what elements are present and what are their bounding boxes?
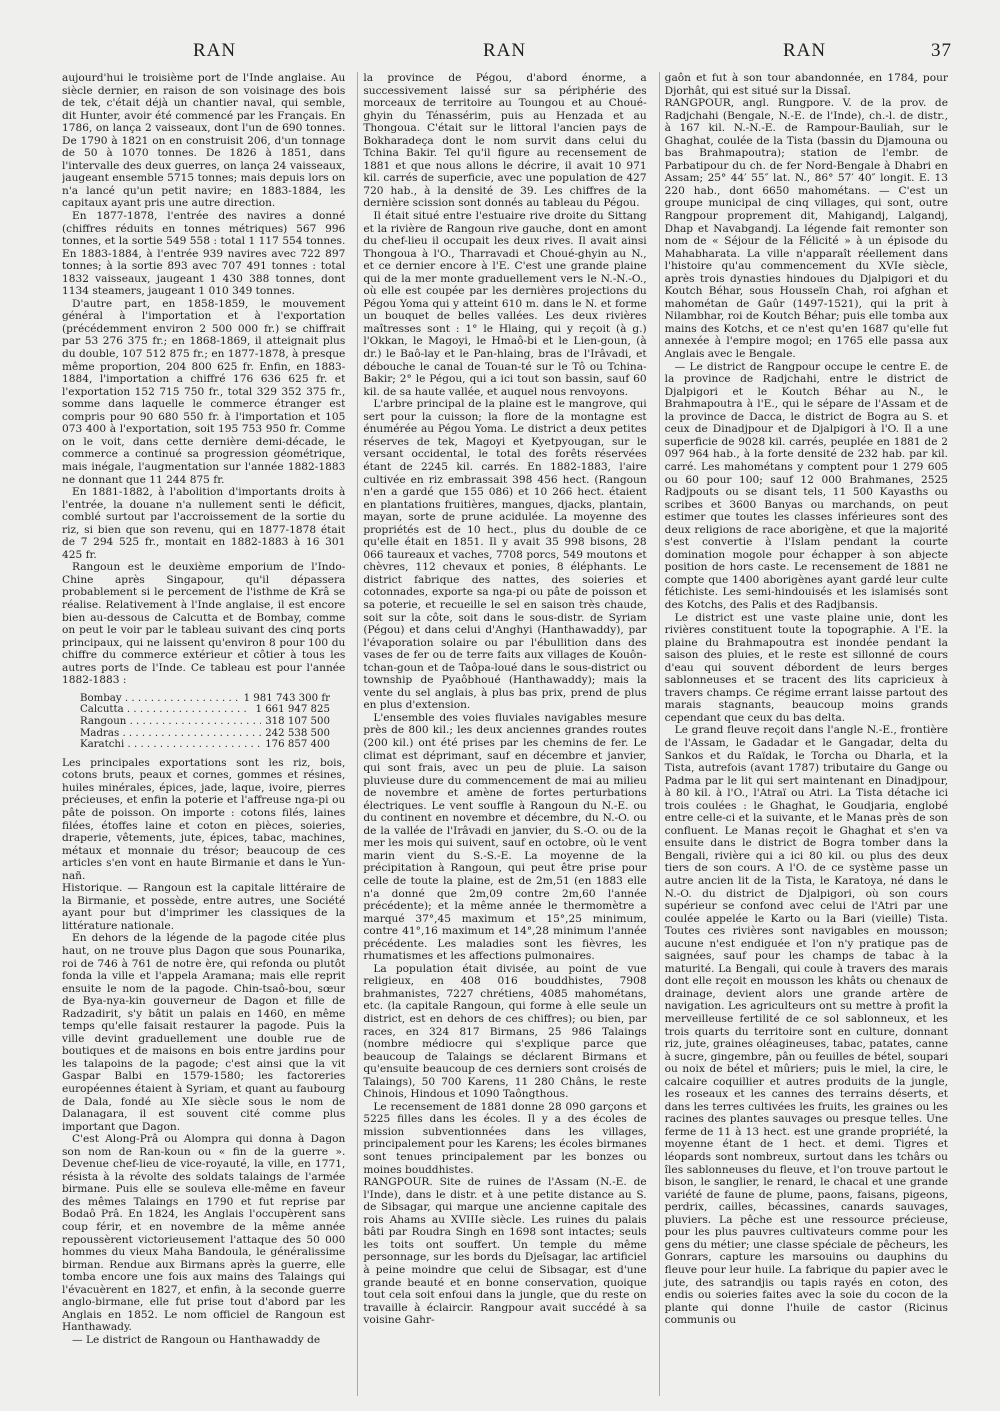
text-column-right	[659, 72, 948, 1396]
port-name: Rangoun . . .	[80, 716, 261, 728]
text-paragraph: C'est Along-Prâ ou Alompra qui donna à Dagon son nom de Ran-koun ou « fin de la guerre ». Devenue chef-lieu de vice-royauté, la ville, en 1771, résista à la révolte des soldats talaings de l'armée birmane. Puis elle se souleva elle-même en faveur des mêmes Talaings en 1790 et fut reprise par Bodaô Prâ. En 1824, les Anglais l'occupèrent sans coup férir, et en novembre de la même année repoussèrent victorieusement l'attaque des 50 000 hommes du vieux Maha Bandoula, le généralissime birman. Rendue aux Birmans après la guerre, elle tomba encore une fois aux mains des Talaings qui l'évacuèrent en 1827, et enfin, à la seconde guerre anglo-birmane, elle fut prise tout d'abord par les Anglais en 1852. Le nom officiel de Rangoun est Hanthawady.	[62, 1133, 346, 1334]
port-commerce-row	[80, 739, 330, 751]
entry-heading-paragraph: RANGPOUR, angl. Rungpore. V. de la prov. de Radjchahi (Bengale, N.-E. de l'Inde), ch.-l. de distr., à 167 kil. N.-N.-E. de Rampour-Bauliah, sur le Ghaghat, coulée de la Tista (bassin du Djamouna ou bas Brahmapoutra); station de l'embr. de Parbatipour du ch. de fer Nord-Bengale à Dhabri en Assam; 25° 44′ 55″ lat. N., 86° 57′ 40″ longit. E. 13 220 hab., dont 6650 mahométans. — C'est un groupe municipal de cinq villages, qui sont, outre Rangpour proprement dit, Mahigandj, Lalgandj, Dhap et Navabgandj. La légende fait remonter son nom de « Séjour de la Félicité » à un épisode du Mahabharata. La ville n'apparaît réellement dans l'histoire qu'au commencement du XVIe siècle, après trois dynasties hindoues du Djalpigori et du Koutch Béhar, sous Housseïn Chah, roi afghan et mahométan de Gaûr (1497-1521), qui la prit à Nilambhar, roi de Koutch Béhar; puis elle tomba aux mains des Kotchs, et ce n'est qu'en 1687 qu'elle fut annexée à l'empire mogol; en 1765 elle passa aux Anglais avec le Bengale.	[664, 97, 948, 361]
entry-heading-paragraph: Historique. — Rangoun est la capitale littéraire de la Birmanie, et possède, entre autres, une Société ayant pour but d'imprimer les classiques de la littérature nationale.	[62, 882, 346, 932]
text-paragraph: En 1877-1878, l'entrée des navires a donné (chiffres réduits en tonnes métriques) 567 996 tonnes, et la sortie 549 558 : total 1 117 554 tonnes. En 1883-1884, à l'entrée 939 navires avec 722 897 tonnes; à la sortie 893 avec 707 491 tonnes : total 1832 vaisseaux, jaugeant 1 430 388 tonnes, dont 1134 steamers, jaugeant 1 010 349 tonnes.	[62, 210, 346, 298]
text-paragraph: En 1881-1882, à l'abolition d'importants droits à l'entrée, la douane n'a nullement senti le déficit, comblé surtout par l'accroissement de la sortie du riz, si bien que son revenu, qui en 1877-1878 était de 7 294 525 fr., montait en 1882-1883 à 16 301 425 fr.	[62, 486, 346, 561]
text-column-left	[62, 72, 345, 1396]
port-name: Karatchi . . .	[80, 739, 261, 751]
port-commerce-row	[80, 728, 330, 740]
text-columns	[62, 72, 948, 1396]
port-value: 242 538 500	[265, 727, 330, 739]
text-paragraph: Le district est une vaste plaine unie, dont les rivières constituent toute la topographie. A l'E. la plaine du Brahmapoutra est inondée pendant la saison des pluies, et le reste est sillonné de cours d'eau qui souvent débordent de leurs berges sablonneuses et se tracent des lits capricieux à travers champs. Ce régime errant laisse partout des marais stagnants, beaucoup moins grands cependant que ceux du bas delta.	[664, 611, 948, 724]
text-paragraph: L'arbre principal de la plaine est le mangrove, qui sert pour la cuisson; la flore de la montagne est énumérée au Pégou Yoma. Le district a deux petites réserves de tek, Magoyi et Kyetpyougan, sur le versant occidental, le total des forêts réservées étant de 2245 kil. carrés. En 1882-1883, l'aire cultivée en riz embrassait 398 456 hect. (Rangoun n'en a gardé que 155 086) et 10 266 hect. étaient en plantations fruitières, mangues, djacks, plantain, mayan, sorte de prune acidulée. La moyenne des propriétés est de 10 hect., plus du double de ce qu'elle était en 1851. Il y avait 35 998 bisons, 28 066 taureaux et vaches, 7708 porcs, 549 moutons et chèvres, 112 chevaux et ponies, 8 éléphants. Le district fabrique des nattes, des soieries et cotonnades, exporte sa nga-pi ou pâte de poisson et sa poterie, et recueille le sel en saison très chaude, soit sur la côte, soit dans le sous-distr. de Syriam (Pégou) et dans celui d'Anghyi (Hanthawaddy), par l'évaporation solaire ou par l'ébullition dans des vases de fer ou de terre faits aux villages de Kouôn-tchan-goun et de Taôpa-loué dans le sous-district ou township de Pyaôbhoué (Hanthawaddy); mais la vente du sel anglais, à plus bas prix, prend de plus en plus d'extension.	[363, 398, 647, 712]
port-commerce-row	[80, 704, 330, 716]
text-paragraph: Le grand fleuve reçoit dans l'angle N.-E., frontière de l'Assam, le Gadadar et le Gangadar, delta du Sankos et du Raïdak, le Torcha ou Dharla, et la Tista, autrefois (avant 1787) tributaire du Gange ou Padma par le lit qui sert maintenant en Dinadjpour, à 80 kil. à l'O., l'Atraï ou Atri. La Tista détache ici trois coulées : le Ghaghat, le Goudjaria, englobé entre celle-ci et la suivante, et le Manas près de son confluent. Le Manas reçoit le Ghaghat et s'en va ensuite dans le district de Bogra tomber dans la Bengali, rivière qui a ici 80 kil. ou plus des deux tiers de son cours. A l'O. de ce système passe un autre ancien lit de la Tista, le Karatoya, né dans le N.-O. du district de Djalpigori, où son cours supérieur se confond avec celui de l'Atri par une coulée appelée le Karto ou la Bari (vieille) Tista. Toutes ces rivières sont navigables en mousson; aucune n'est endiguée et l'on n'y pratique pas de saignées, sauf pour les champs de tabac à la maturité. La Bengali, qui coule à travers des marais dont elle reçoit en mousson les khâts ou chenaux de drainage, devient alors une grande artère de navigation. Les agriculteurs ont su mettre à profit la merveilleuse fertilité de ce sol sablonneux, et les trois quarts du territoire sont en culture, donnant riz, jute, graines oléagineuses, tabac, patates, canne à sucre, gingembre, pân ou feuilles de bétel, soupari ou noix de bétel et mûriers; puis le miel, la cire, le calcaire coquillier et autres produits de la jungle, les roseaux et les cannes des terrains déserts, et dans les terres cultivées les fruits, les graines ou les racines des plantes sauvages ou presque telles. Une ferme de 11 à 13 hect. est une grande propriété, la moyenne étant de 1 hect. et demi. Tigres et léopards sont nombreux, surtout dans les tchârs ou îles sablonneuses du fleuve, et l'on trouve partout le bison, le sanglier, le renard, le chacal et une grande variété de faune de plume, paons, faisans, pigeons, perdrix, cailles, bécassines, canards sauvages, pluviers. La pêche est une ressource précieuse, pour les plus pauvres cultivateurs comme pour les gens du métier; une classe spéciale de pêcheurs, les Gonrars, capture les marsouins ou dauphins du fleuve pour leur huile. La fabrique du papier avec le jute, des satrandjis ou tapis rayés en coton, des endis ou soieries faites avec la soie du cocon de la plante qui donne l'huile de castor (Ricinus communis ou	[664, 724, 948, 1327]
port-value: 1 981 743 300 fr	[243, 692, 330, 704]
text-paragraph: Rangoun est le deuxième emporium de l'Indo-Chine après Singapour, qu'il dépassera probablement si le percement de l'isthme de Krâ se réalise. Relativement à l'Inde anglaise, il est encore bien au-dessous de Calcutta et de Bombay, comme on peut le voir par le tableau suivant des cinq ports principaux, qui ne laissent qu'environ 8 pour 100 du chiffre du commerce extérieur et côtier à tous les autres ports de l'Inde. Ce tableau est pour l'année 1882-1883 :	[62, 561, 346, 687]
text-paragraph: la province de Pégou, d'abord énorme, a successivement laissé sur sa périphérie des morceaux de territoire au Toungou et au Choué-ghyin du Ténassérim, puis au Henzada et au Thongoua. C'était sur le littoral l'ancien pays de Bokharadeça dont le nom survit dans celui du Tchina Bakir. Tel qu'il figure au recensement de 1881 et que nous allons le décrire, il avait 10 971 kil. carrés de superficie, avec une population de 427 720 hab., à la densité de 39. Les chiffres de la dernière scission sont donnés au tableau du Pégou.	[363, 72, 647, 210]
port-value: 318 107 500	[265, 715, 330, 727]
page-number: 37	[931, 40, 952, 61]
text-paragraph: aujourd'hui le troisième port de l'Inde anglaise. Au siècle dernier, en raison de son voisinage des bois de tek, c'était déjà un chantier naval, qui semble, dit Hunter, avoir été commencé par les Français. En 1786, on lança 2 vaisseaux, dont l'un de 690 tonnes. De 1790 à 1821 on en construisit 206, d'un tonnage de 50 à 1070 tonnes. De 1826 à 1851, dans l'intervalle des deux guerres, on lança 24 vaisseaux, jaugeant ensemble 5715 tonnes; mais depuis lors on n'a lancé qu'un petit navire; en 1883-1884, les capitaux ayant pris une autre direction.	[62, 72, 346, 210]
port-value: 176 857 400	[265, 739, 330, 751]
text-paragraph: Le recensement de 1881 donne 28 090 garçons et 5225 filles dans les écoles. Il y a des écoles de mission subventionnées dans les villages, principalement pour les Karens; les écoles birmanes sont tenues principalement par les bonzes ou moines bouddhistes.	[363, 1100, 647, 1176]
text-paragraph: Les principales exportations sont les riz, bois, cotons bruts, peaux et cornes, gommes et résines, huiles minérales, épices, jade, laque, ivoire, pierres précieuses, et enfin la poterie et l'affreuse nga-pi ou pâte de poisson. On importe : cotons filés, laines filées, étoffes laine et coton en pièces, soieries, draperie, vêtements, jute, épices, tabac, machines, métaux et monnaie du trésor; beaucoup de ces articles s'en vont en haute Birmanie et dans le Yun-nañ.	[62, 756, 346, 882]
port-value: 1 661 947 825	[255, 704, 330, 716]
text-paragraph: — Le district de Rangoun ou Hanthawaddy de	[72, 1333, 321, 1346]
header-right-word: RAN	[783, 40, 827, 61]
text-paragraph: Il était situé entre l'estuaire rive droite du Sittang et la rivière de Rangoun rive gauche, dont en amont du chef-lieu il occupait les deux rives. Il avait ainsi Thongoua à l'O., Tharravadi et Choué-ghyin au N., et ce dernier encore à l'E. C'est une grande plaine qui de la mer monte graduellement vers le N.-N.-O., où elle est coupée par les dernières projections du Pégou Yoma qui y atteint 610 m. dans le N. et forme un bouquet de belles vallées. Les deux rivières maîtresses sont : 1° le Hlaing, qui y reçoit (à g.) l'Okkan, le Magoyi, le Hmaô-bi et le Lien-goun, (à dr.) le Baô-lay et le Pan-hlaing, bras de l'Irâvadi, et débouche le canal de Touan-té sur le Tô ou Tchina-Bakir; 2° le Pégou, qui a ici tout son bassin, sauf 60 kil. de sa haute vallée, et auquel nous renvoyons.	[363, 210, 647, 398]
port-name: Madras . . .	[80, 728, 261, 740]
text-paragraph: — Le district de Rangpour occupe le centre E. de la province de Radjchahi, entre le district de Djalpigori et le Koutch Béhar au N., le Brahmapoutra à l'E., qui le sépare de l'Assam et de la province de Dacca, le district de Bogra au S. et ceux de Dinadjpour et de Djalpigori à l'O. Il a une superficie de 9028 kil. carrés, peuplée en 1881 de 2 097 964 hab., à la forte densité de 232 hab. par kil. carré. Les mahométans y comptent pour 1 279 605 ou 60 pour 100; sauf 12 000 Brahmanes, 2525 Radjpouts ou se disant tels, 11 500 Kayasths ou scribes et 3600 Banyas ou marchands, on peut estimer que toutes les classes inférieures sont des deux religions de race aborigène, et que la majorité s'est convertie à l'Islam pendant la courte domination mogole pour échapper à son abjecte position de hors caste. Le recensement de 1881 ne compte que 1400 aborigènes ayant gardé leur culte fétichiste. Les semi-hindouisés et les islamisés sont des Kotchs, des Palis et des Radjbansis.	[664, 360, 948, 611]
port-name: Bombay . . .	[80, 693, 240, 705]
text-column-middle	[357, 72, 646, 1396]
text-paragraph: D'autre part, en 1858-1859, le mouvement général à l'importation et à l'exportation (précédemment environ 2 500 000 fr.) se chiffrait par 53 276 375 fr.; en 1868-1869, il atteignait plus du double, 107 512 875 fr.; en 1877-1878, à presque même proportion, 204 800 625 fr. Enfin, en 1883-1884, l'importation a chiffré 176 636 625 fr. et l'exportation 152 715 750 fr., total 329 352 375 fr., somme dans laquelle le commerce étranger est compris pour 90 680 550 fr. à l'importation et 105 073 400 à l'exportation, soit 195 753 950 fr. Comme on le voit, dans cette dernière demi-décade, le commerce a continué sa progression géométrique, mais inégale, l'augmentation sur l'année 1882-1883 ne donnant que 11 244 875 fr.	[62, 297, 346, 486]
port-commerce-row	[80, 716, 330, 728]
header-left-word: RAN	[193, 40, 237, 61]
port-name: Calcutta . . .	[80, 704, 251, 716]
text-paragraph: En dehors de la légende de la pagode citée plus haut, on ne trouve plus Dagon que sous Pounarika, roi de 746 à 761 de notre ère, qui refonda ou plutôt fonda la ville et l'appela Aramana; mais elle reprit ensuite le nom de la pagode. Chin-tsaô-bou, sœur de Bya-nya-kin gouverneur de Dagon et fille de Radzadirit, s'y bâtit un palais en 1460, en même temps qu'elle faisait restaurer la pagode. Puis la ville devint graduellement une double rue de boutiques et de maisons en bois entre jardins pour les talapoins de la pagode; c'est ainsi que la vit Gaspar Balbi en 1579-1580; les factoreries européennes étaient à Syriam, et quant au faubourg de Dala, fondé au XIe siècle sous le nom de Dalanagara, il est souvent cité comme plus important que Dagon.	[62, 932, 346, 1133]
header-center-word: RAN	[483, 40, 527, 61]
text-paragraph: gaôn et fut à son tour abandonnée, en 1784, pour Djorhât, qui est situé sur la Dissaî.	[664, 72, 948, 97]
text-paragraph: L'ensemble des voies fluviales navigables mesure près de 800 kil.; les deux anciennes grandes routes (200 kil.) ont été prises par les chemins de fer. Le climat est déprimant, sauf en décembre et janvier, qui sont frais, avec un peu de pluie. La saison pluvieuse dure du commencement de mai au milieu de novembre et amène de fortes perturbations électriques. Le vent souffle à Rangoun du N.-E. ou du continent en novembre et décembre, du N.-O. ou de la vallée de l'Irâvadi en janvier, du S.-O. ou de la mer les mois qui suivent, sauf en octobre, où le vent marin vient du S.-S.-E. La moyenne de la précipitation à Rangoun, qui peut être prise pour celle de toute la plaine, est de 2m,51 (en 1883 elle n'a donné que 2m,09 contre 2m,60 l'année précédente); et la même année le thermomètre a marqué 37°,45 maximum et 15°,25 minimum, contre 41°,16 maximum et 14°,28 minimum l'année précédente. Les maladies sont les fièvres, les rhumatismes et les affections pulmonaires.	[363, 711, 647, 963]
text-paragraph: La population était divisée, au point de vue religieux, en 408 016 bouddhistes, 7908 brahmanistes, 7227 chrétiens, 4085 mahométans, etc. (la capitale Rangoun, qui forme à elle seule un district, est en dehors de ces chiffres); ou bien, par races, en 324 817 Birmans, 25 986 Talaings (nombre médiocre qui s'explique parce que beaucoup de Talaings se déclarent Birmans et qu'ensuite beaucoup de ces derniers sont croisés de Talaings), 50 700 Karens, 11 280 Châns, le reste Chinois, Hindous et 1090 Taôngthous.	[363, 962, 647, 1101]
port-commerce-row	[80, 693, 330, 705]
running-head	[58, 40, 952, 68]
port-commerce-table	[80, 693, 330, 751]
entry-heading-paragraph: RANGPOUR. Site de ruines de l'Assam (N.-E. de l'Inde), dans le distr. et à une petite distance au S. de Sibsagar, qui marque une ancienne capitale des rois Ahams au XVIIIe siècle. Les ruines du palais bâti par Roudra Singh en 1698 sont intactes; seuls les toits ont souffert. Un temple du même personnage, sur les bords du Djeîsagar, lac artificiel à peine moindre que celui de Sibsagar, est d'une grande beauté et en bonne conservation, quoique tout cela soit enfoui dans la jungle, que du reste on travaille à éclaircir. Rangpour avait succédé à sa voisine Gahr-	[363, 1176, 647, 1327]
